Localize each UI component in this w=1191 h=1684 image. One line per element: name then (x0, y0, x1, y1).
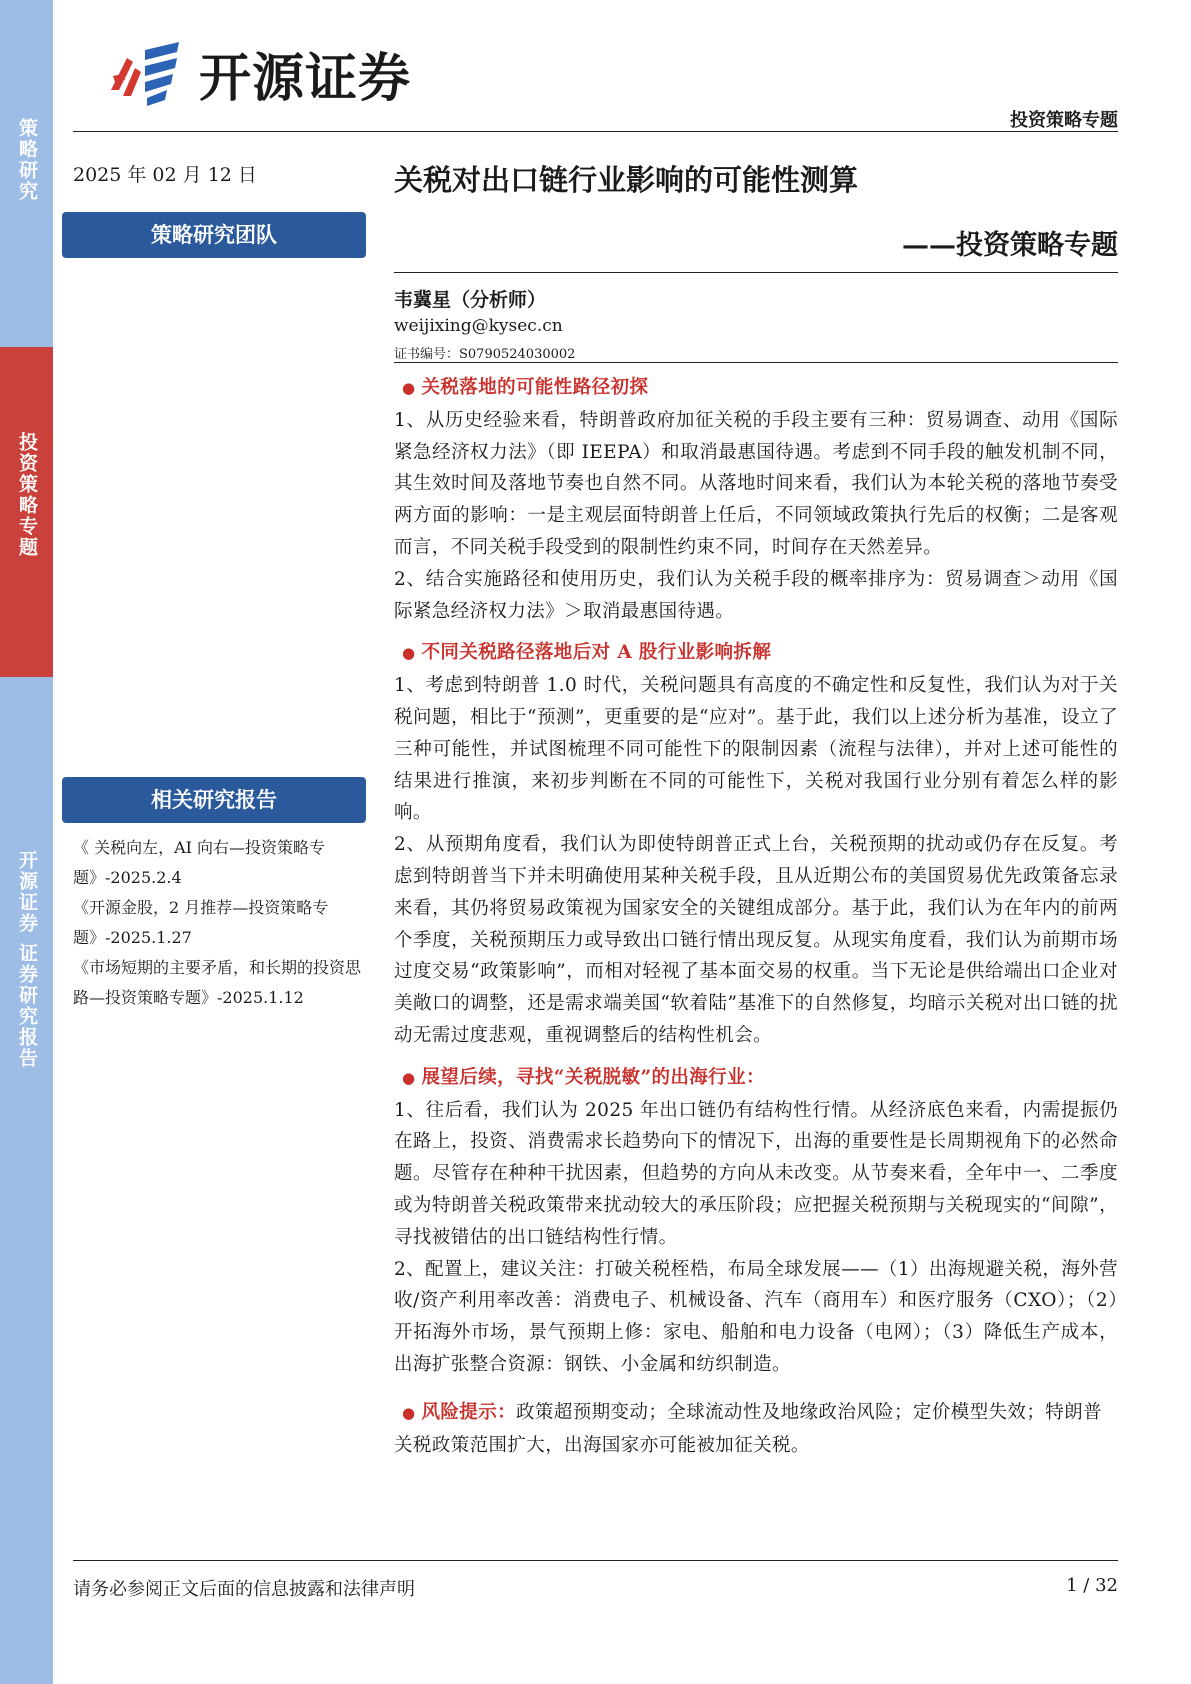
section-paragraph: 2、结合实施路径和使用历史，我们认为关税手段的概率排序为：贸易调查＞动用《国际紧急经济权力法》＞取消最惠国待遇。 (394, 568, 1118, 622)
page-number: 1 / 32 (1066, 1575, 1118, 1596)
header-divider (73, 131, 1118, 132)
related-report-item[interactable]: 《市场短期的主要矛盾，和长期的投资思路—投资策略专题》-2025.1.12 (73, 958, 362, 1007)
brand-logo-icon (105, 38, 185, 108)
related-reports-list (73, 833, 371, 1013)
sidebar-top-label: 策略研究 (16, 118, 38, 202)
section-paragraph: 1、考虑到特朗普 1.0 时代，关税问题具有高度的不确定性和反复性，我们认为对于关税问题，相比于“预测”，更重要的是“应对”。基于此，我们以上述分析为基准，设立了三种可能性，并试图梳理不同可能性下的限制因素（流程与法律），并对上述可能性的结果进行推演，来初步判断在不同的可能性下，关税对我国行业分别有着怎么样的影响。 (394, 675, 1118, 824)
report-subtitle: ——投资策略专题 (902, 230, 1118, 261)
sidebar-bottom (0, 677, 53, 1684)
author-name: 韦冀星（分析师） (394, 289, 547, 311)
risk-text: 政策超预期变动；全球流动性及地缘政治风险；定价模型失效；特朗普关税政策范围扩大，出海国家亦可能被加征关税。 (394, 1401, 1102, 1456)
section-paragraph: 2、配置上，建议关注：打破关税桎梏，布局全球发展——（1）出海规避关税，海外营收/资产利用率改善：消费电子、机械设备、汽车（商用车）和医疗服务（CXO）；（2）开拓海外市场，景气预期上修：家电、船舶和电力设备（电网）；（3）降低生产成本，出海扩张整合资源：钢铁、小金属和纺织制造。 (394, 1258, 1118, 1375)
footer-disclaimer: 请务必参阅正文后面的信息披露和法律声明 (73, 1579, 415, 1600)
section-paragraph: 1、从历史经验来看，特朗普政府加征关税的手段主要有三种：贸易调查、动用《国际紧急经济权力法》（即 IEEPA）和取消最惠国待遇。考虑到不同手段的触发机制不同，其生效时间及落地节奏也自然不同。从落地时间来看，我们认为本轮关税的落地节奏受两方面的影响：一是主观层面特朗普上任后，不同领域政策执行先后的权衡；二是客观而言，不同关税手段受到的限制性约束不同，时间存在天然差异。 (394, 409, 1118, 558)
risk-label: 风险提示： (421, 1401, 517, 1423)
sidebar-bottom-label: 开源证券 证券研究报告 (16, 850, 38, 1069)
report-date: 2025 年 02 月 12 日 (73, 164, 257, 186)
bullet-icon: ● (402, 379, 416, 397)
sidebar-mid-label: 投资策略专题 (16, 432, 38, 558)
section-paragraph: 2、从预期角度看，我们认为即使特朗普正式上台，关税预期的扰动或仍存在反复。考虑到特朗普当下并未明确使用某种关税手段，且从近期公布的美国贸易优先政策备忘录来看，其仍将贸易政策视为国家安全的关键组成部分。基于此，我们认为在年内的前两个季度，关税预期压力或导致出口链行情出现反复。从现实角度看，我们认为前期市场过度交易“政策影响”，而相对轻视了基本面交易的权重。当下无论是供给端出口企业对美敞口的调整，还是需求端美国“软着陆”基准下的自然修复，均暗示关税对出口链的扰动无需过度悲观，重视调整后的结构性机会。 (394, 834, 1118, 1046)
title-divider (394, 272, 1118, 273)
footer-divider (73, 1560, 1118, 1561)
bullet-icon: ● (402, 644, 416, 663)
team-box: 策略研究团队 (62, 212, 366, 258)
author-cert: 证书编号：S0790524030002 (394, 347, 576, 362)
author-email[interactable]: weijixing@kysec.cn (394, 316, 563, 336)
section-heading: ● 展望后续，寻找“关税脱敏”的出海行业： (402, 1066, 765, 1088)
related-report-item[interactable]: 《开源金股，2 月推荐—投资策略专题》-2025.1.27 (73, 898, 329, 947)
report-summary (394, 372, 1118, 1461)
section-heading: ● 关税落地的可能性路径初探 (402, 377, 649, 398)
related-reports-box: 相关研究报告 (62, 777, 366, 823)
header-tag: 投资策略专题 (1010, 110, 1118, 131)
report-title: 关税对出口链行业影响的可能性测算 (394, 163, 859, 197)
bullet-icon: ● (402, 1068, 416, 1087)
author-divider (394, 362, 1118, 363)
risk-warning (394, 1397, 1118, 1462)
brand-logo (105, 38, 411, 108)
bullet-icon: ● (402, 1403, 416, 1422)
section-paragraph: 1、往后看，我们认为 2025 年出口链仍有结构性行情。从经济底色来看，内需提振仍在路上，投资、消费需求长趋势向下的情况下，出海的重要性是长周期视角下的必然命题。尽管存在种种干扰因素，但趋势的方向从未改变。从节奏来看，全年中一、二季度或为特朗普关税政策带来扰动较大的承压阶段；应把握关税预期与关税现实的“间隙”，寻找被错估的出口链结构性行情。 (394, 1099, 1118, 1248)
brand-name: 开源证券 (199, 48, 412, 109)
related-report-item[interactable]: 《 关税向左，AI 向右—投资策略专题》-2025.2.4 (73, 838, 326, 887)
section-heading: ● 不同关税路径落地后对 A 股行业影响拆解 (402, 642, 772, 664)
